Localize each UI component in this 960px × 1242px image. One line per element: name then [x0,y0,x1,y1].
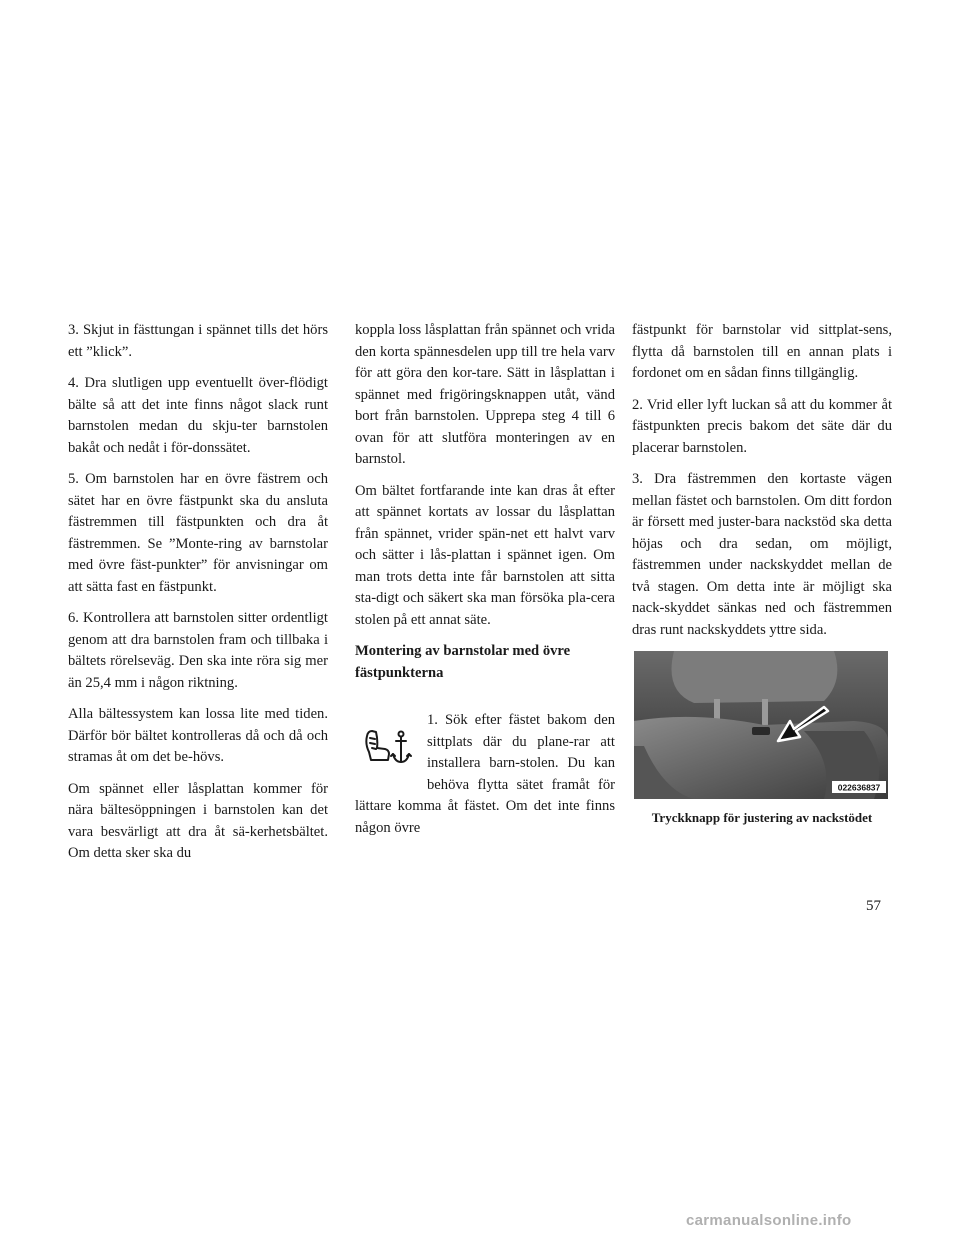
child-seat-anchor-icon [355,714,419,776]
paragraph-step-3: 3. Skjut in fästtungan i spännet tills det hörs ett ”klick”. [68,322,328,360]
column-3 [632,320,892,836]
paragraph-anchor-step-1 [355,710,615,839]
paragraph-no-anchor: fästpunkt för barnstolar vid sittplat-sens, flytta då barnstolen till en annan plats i fordonet om en sådan finns tillgänglig. [632,322,892,381]
anchor-step-1-text: 1. Sök efter fästet bakom den sittplats där du plane-rar att installera barn-stolen. Du kan behöva flytta sätet framåt för lättare komma åt fästet. Om det inte finns någon övre [355,712,615,836]
paragraph-buckle-close: Om spännet eller låsplattan kommer för nära bältesöppningen i barnstolen kan det vara besvärligt att dra åt sä-kerhetsbältet. Om detta sker ska du [68,780,328,861]
section-heading: Montering av barnstolar med övre fästpunkterna [355,643,571,681]
photo-caption: Tryckknapp för justering av nackstödet [651,810,873,825]
headrest-photo [634,651,888,799]
watermark: carmanualsonline.info [686,1212,852,1229]
paragraph-anchor-step-2: 2. Vrid eller lyft luckan så att du kommer åt fästpunkten precis bakom det säte där du placerar barnstolen. [632,396,892,456]
paragraph-anchor-step-3: 3. Dra fästremmen den kortaste vägen mellan fästet och barnstolen. Om ditt fordon är försett med juster-bara nackstöd ska detta höjas och dra sedan, om möjligt, fästremmen under nackskyddet mellan de två stagen. Om detta inte är möjligt ska nack-skyddet sänkas ned och fästremmen dras runt nackskyddets yttre sida. [632,471,892,638]
paragraph-still-loose: Om bältet fortfarande inte kan dras åt efter att spännet kortats av lossar du låsplattan från spännet, vrider spän-net ett halvt varv och sätter i lås-plattan i spännet igen. Om man trots detta inte får barnstolen att sitta sta-digt och säkert ska man försöka pla-cera stolen på ett annat säte. [355,482,615,628]
paragraph-belt-loosen: Alla bältessystem kan lossa lite med tiden. Därför bör bältet kontrolleras då och då och stramas åt om det be-hövs. [68,706,328,765]
page-number: 57 [866,898,881,914]
column-2 [355,320,615,849]
photo-code: 022636837 [837,782,881,793]
paragraph-continue: koppla loss låsplattan från spännet och vrida den korta spännesdelen upp till tre hela varv för att göra den kor-tare. Sätt in låsplattan i spännet med frigöringsknappen utåt, vänd bort från barnstolen. Upprepa steg 4 till 6 ovan för att slutföra monteringen av en barnstol. [355,322,615,467]
paragraph-step-6: 6. Kontrollera att barnstolen sitter ordentligt genom att dra barnstolen fram och tillbaka i bältets rörelseväg. Den ska inte röra sig mer än 25,4 mm i någon riktning. [68,610,328,691]
paragraph-step-4: 4. Dra slutligen upp eventuellt över-flödigt bälte så att det inte finns något slack runt barnstolen medan du skju-ter barnstolen bakåt och nedåt i för-donssätet. [68,375,328,456]
paragraph-step-5: 5. Om barnstolen har en övre fästrem och sätet har en övre fästpunkt ska du ansluta fästremmen till fästpunkten och dra åt fästremmen. Se ”Monte-ring av barnstolar med övre fäst-punkter” för anvisningar om att sätta fast en fästpunkt. [68,471,328,595]
column-1 [68,320,328,875]
